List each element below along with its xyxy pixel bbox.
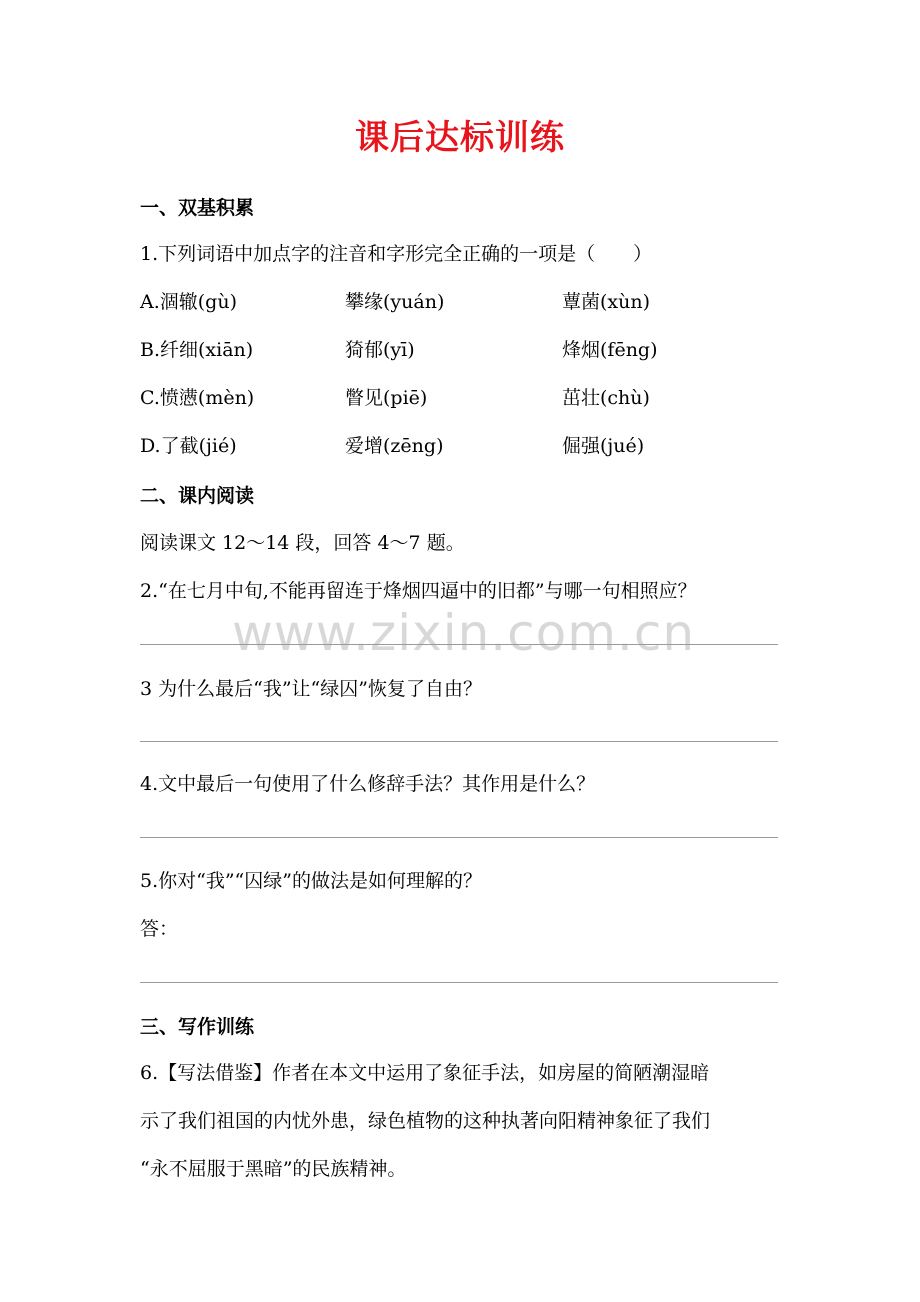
option-b-2: 猗郁(yī) [345,339,415,361]
question-5: 5.你对“我”“囚绿”的做法是如何理解的？ [140,870,482,892]
option-a-1: A.涸辙(gù) [140,291,237,313]
option-b-1: B.纤细(xiān) [140,339,254,361]
reading-intro: 阅读课文 12～14 段，回答 4～7 题。 [140,532,465,554]
option-a-3: 蕈菌(xùn) [562,291,651,313]
answer-line-4 [140,837,778,838]
question-1-stem: 1.下列词语中加点字的注音和字形完全正确的一项是（ ） [140,243,653,265]
option-c-2: 瞥见(piē) [345,387,428,409]
question-4: 4.文中最后一句使用了什么修辞手法？其作用是什么？ [140,773,596,795]
question-3: 3 为什么最后“我”让“绿囚”恢复了自由？ [140,678,482,700]
section-heading-2: 二、课内阅读 [140,485,255,507]
section-heading-1: 一、双基积累 [140,197,255,219]
watermark-text: www.zixin.com.cn [232,604,696,662]
option-d-1: D.了截(jié) [140,435,237,457]
option-b-3: 烽烟(fēng) [562,339,658,361]
answer-line-2 [140,644,778,645]
question-2: 2.“在七月中旬,不能再留连于烽烟四逼中的旧都”与哪一句相照应？ [140,580,697,602]
question-6-line-2: 示了我们祖国的内忧外患，绿色植物的这种执著向阳精神象征了我们 [140,1110,711,1132]
question-6-line-3: “永不屈服于黑暗”的民族精神。 [140,1158,407,1180]
answer-line-3 [140,741,778,742]
option-c-3: 茁壮(chù) [562,387,650,409]
option-d-3: 倔强(jué) [562,435,645,457]
question-6-line-1: 6.【写法借鉴】作者在本文中运用了象征手法，如房屋的简陋潮湿暗 [140,1062,710,1084]
option-c-1: C.愤懑(mèn) [140,387,255,409]
option-d-2: 爱增(zēng) [345,435,444,457]
question-5-answer-label: 答： [140,918,179,940]
answer-line-5 [140,982,778,983]
section-heading-3: 三、写作训练 [140,1016,255,1038]
page-title: 课后达标训练 [355,118,565,158]
option-a-2: 攀缘(yuán) [345,291,445,313]
